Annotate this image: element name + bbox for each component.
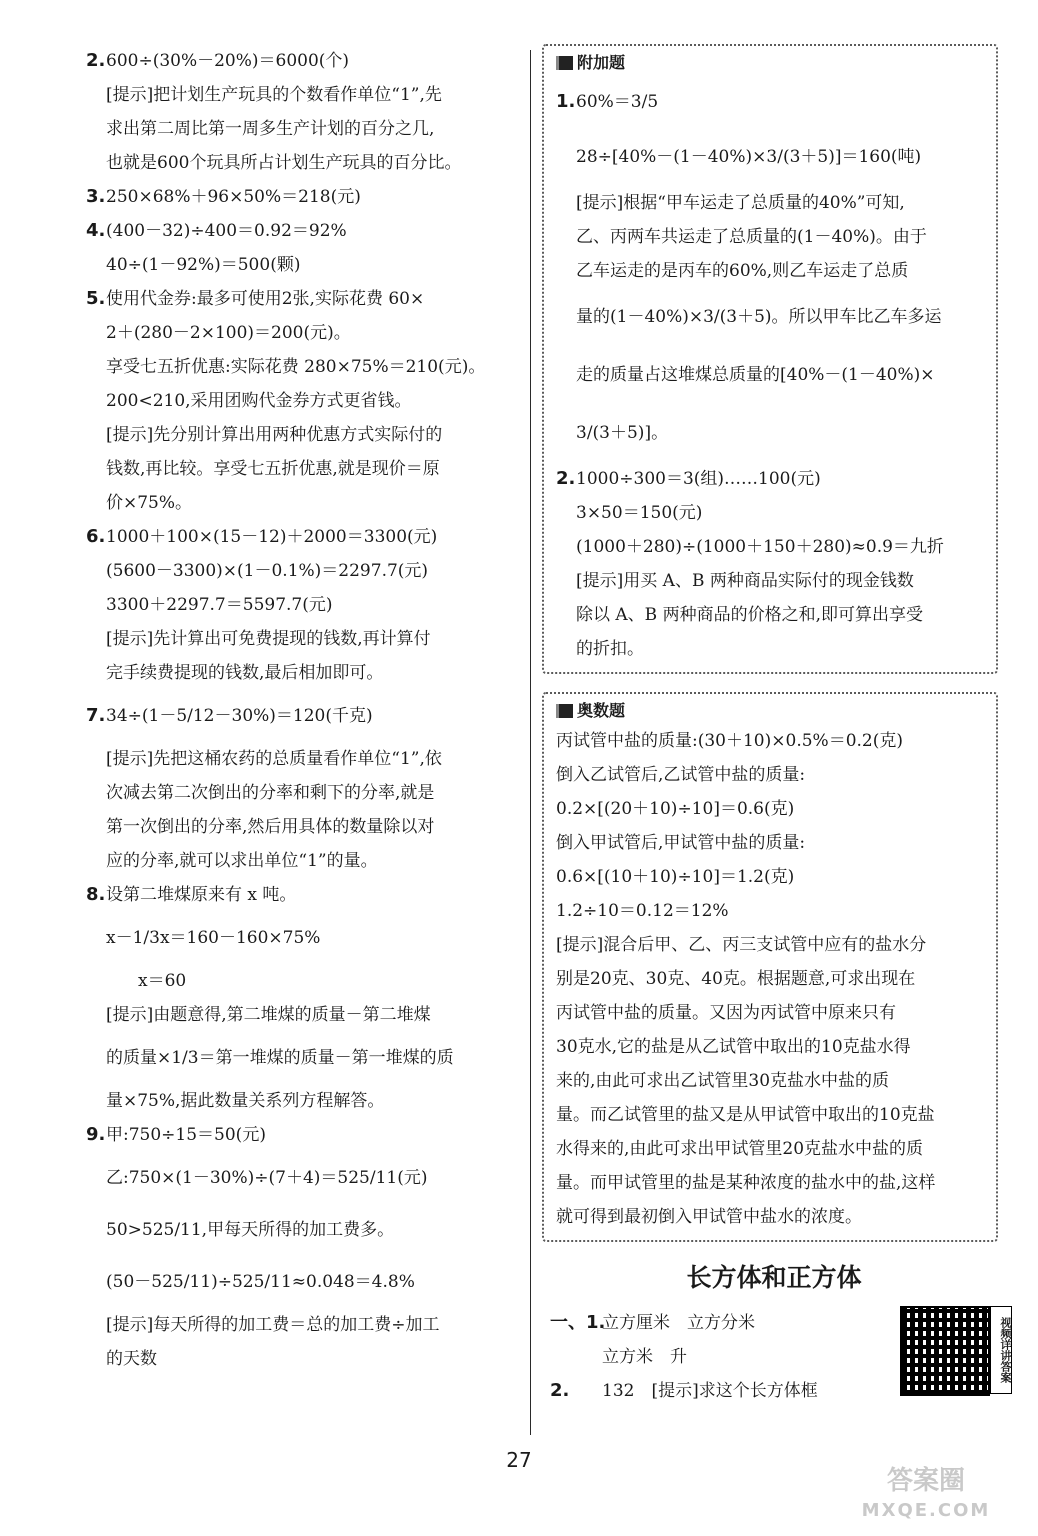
answer-line — [556, 996, 986, 1030]
answer-line — [86, 418, 522, 452]
answer-text: 34÷(1－5/12－30%)＝120(千克) — [106, 706, 373, 726]
answer-text: x－1/3x＝160－160×75% — [106, 928, 321, 948]
answer-text: [提示]每天所得的加工费＝总的加工费÷加工 — [106, 1315, 440, 1335]
answer-text: 除以 A、B 两种商品的价格之和,即可算出享受 — [576, 605, 923, 625]
answer-text: 钱数,再比较。享受七五折优惠,就是现价＝原 — [106, 459, 440, 479]
answer-line — [556, 346, 986, 404]
answer-text: (400－32)÷400＝0.92＝92% — [106, 221, 347, 241]
answer-text: 立方米 升 — [602, 1347, 687, 1367]
answer-text: 就可得到最初倒入甲试管中盐水的浓度。 — [556, 1207, 862, 1227]
answer-line — [86, 180, 522, 214]
answer-text: 甲:750÷15＝50(元) — [106, 1125, 266, 1145]
answer-line — [556, 288, 986, 346]
question-number: 5. — [86, 288, 106, 309]
answer-text: (50－525/11)÷525/11≈0.048＝4.8% — [106, 1272, 415, 1292]
answer-text: [提示]根据“甲车运走了总质量的40%”可知, — [576, 193, 905, 213]
answer-text: 完手续费提现的钱数,最后相加即可。 — [106, 663, 384, 683]
bonus-title-text: 附加题 — [577, 53, 626, 72]
answer-line — [556, 1200, 986, 1234]
answer-line — [86, 384, 522, 418]
answer-line — [556, 860, 986, 894]
answer-line — [86, 844, 522, 878]
answer-line — [556, 254, 986, 288]
answer-line — [86, 656, 522, 690]
answer-text: [提示]先计算出可免费提现的钱数,再计算付 — [106, 629, 431, 649]
question-number: 3. — [86, 186, 106, 207]
answer-line — [86, 554, 522, 588]
olympiad-title-text: 奥数题 — [577, 701, 626, 720]
flag-icon — [556, 56, 573, 70]
watermark-logo — [836, 1466, 1016, 1528]
column-divider — [530, 50, 531, 1435]
answer-line — [556, 758, 986, 792]
question-number: 9. — [86, 1124, 106, 1145]
answer-text: 1000＋100×(15－12)＋2000＝3300(元) — [106, 527, 438, 547]
answer-line — [86, 622, 522, 656]
answer-line — [556, 1166, 986, 1200]
answer-text: 丙试管中盐的质量:(30＋10)×0.5%＝0.2(克) — [556, 731, 903, 751]
answer-line — [556, 826, 986, 860]
answer-line — [86, 776, 522, 810]
answer-text: 的质量×1/3＝第一堆煤的质量－第一堆煤的质 — [106, 1048, 454, 1068]
answer-text: 量。而甲试管里的盐是某种浓度的盐水中的盐,这样 — [556, 1173, 936, 1193]
answer-line — [86, 1256, 522, 1308]
answer-line — [556, 186, 986, 220]
answer-text: 水得来的,由此可求出甲试管里20克盐水中盐的质 — [556, 1139, 924, 1159]
answer-text: 的天数 — [106, 1349, 157, 1369]
answer-text: 别是20克、30克、40克。根据题意,可求出现在 — [556, 969, 916, 989]
answer-text: 丙试管中盐的质量。又因为丙试管中原来只有 — [556, 1003, 896, 1023]
answer-text: 走的质量占这堆煤总质量的[40%－(1－40%)× — [576, 365, 935, 385]
answer-text: 0.2×[(20＋10)÷10]＝0.6(克) — [556, 799, 795, 819]
answer-text: 也就是600个玩具所占计划生产玩具的百分比。 — [106, 153, 462, 173]
answer-line — [556, 894, 986, 928]
answer-line — [86, 810, 522, 844]
answer-line — [86, 1204, 522, 1256]
question-number: 4. — [86, 220, 106, 241]
answer-text: 次减去第二次倒出的分率和剩下的分率,就是 — [106, 783, 435, 803]
answer-text: 立方厘米 立方分米 — [602, 1313, 755, 1333]
answer-text: 200<210,采用团购代金券方式更省钱。 — [106, 391, 412, 411]
answer-text: 来的,由此可求出乙试管里30克盐水中盐的质 — [556, 1071, 890, 1091]
answer-text: (5600－3300)×(1－0.1%)＝2297.7(元) — [106, 561, 429, 581]
answer-line — [556, 404, 986, 462]
answer-text: 第一次倒出的分率,然后用具体的数量除以对 — [106, 817, 435, 837]
answer-text: 250×68%＋96×50%＝218(元) — [106, 187, 361, 207]
answer-text: (1000＋280)÷(1000＋150＋280)≈0.9＝九折 — [576, 537, 944, 557]
answer-text: 应的分率,就可以求出单位“1”的量。 — [106, 851, 378, 871]
answer-line — [86, 78, 522, 112]
question-number: 6. — [86, 526, 106, 547]
answer-line — [556, 928, 986, 962]
qr-label: 视频详讲答案 — [990, 1306, 1012, 1394]
answer-line — [86, 1152, 522, 1204]
answer-line — [86, 1308, 522, 1342]
answer-text: 使用代金券:最多可使用2张,实际花费 60× — [106, 289, 425, 309]
answer-text: 倒入甲试管后,甲试管中盐的质量: — [556, 833, 806, 853]
answer-line — [556, 462, 986, 496]
watermark-line1: 答案圈 — [886, 1466, 965, 1496]
answer-line — [556, 128, 986, 186]
answer-line — [86, 112, 522, 146]
answer-line — [556, 1030, 986, 1064]
answer-text: 量×75%,据此数量关系列方程解答。 — [106, 1091, 385, 1111]
answer-text: [提示]先分别计算出用两种优惠方式实际付的 — [106, 425, 443, 445]
answer-text: x＝60 — [138, 971, 187, 991]
answer-line — [86, 44, 522, 78]
answer-text: 0.6×[(10＋10)÷10]＝1.2(克) — [556, 867, 795, 887]
watermark-line2: MXQE.COM — [861, 1500, 991, 1521]
olympiad-answers — [556, 724, 986, 1234]
answer-text: 倒入乙试管后,乙试管中盐的质量: — [556, 765, 806, 785]
answer-line — [86, 486, 522, 520]
answer-text: [提示]由题意得,第二堆煤的质量－第二堆煤 — [106, 1005, 431, 1025]
page-number: 27 — [506, 1448, 532, 1472]
flag-icon — [556, 704, 573, 718]
question-number: 7. — [86, 705, 106, 726]
answer-line — [556, 632, 986, 666]
answer-text: 1.2÷10＝0.12＝12% — [556, 901, 729, 921]
answer-line — [86, 588, 522, 622]
answer-text: 求出第二周比第一周多生产计划的百分之几, — [106, 119, 435, 139]
answer-line — [556, 76, 986, 128]
question-number: 2. — [556, 468, 576, 489]
answer-text: 量。而乙试管里的盐又是从甲试管中取出的10克盐 — [556, 1105, 935, 1125]
answer-line — [556, 1098, 986, 1132]
answer-line — [86, 350, 522, 384]
answer-text: 3/(3＋5)]。 — [576, 423, 669, 443]
answer-line — [86, 452, 522, 486]
answer-line — [86, 248, 522, 282]
answer-text: [提示]先把这桶农药的总质量看作单位“1”,依 — [106, 749, 442, 769]
answer-line — [556, 1132, 986, 1166]
answer-line — [86, 316, 522, 350]
answer-line — [86, 1118, 522, 1152]
answer-line — [86, 998, 522, 1032]
answer-text: [提示]用买 A、B 两种商品实际付的现金钱数 — [576, 571, 914, 591]
question-number: 一、1. — [550, 1312, 606, 1333]
answer-line — [556, 220, 986, 254]
answer-text: 乙、丙两车共运走了总质量的(1－40%)。由于 — [576, 227, 927, 247]
answer-line — [86, 690, 522, 742]
answer-text: 132 [提示]求这个长方体框 — [602, 1381, 818, 1401]
question-number: 2. — [550, 1380, 570, 1401]
qr-code-icon[interactable] — [900, 1306, 990, 1396]
answer-text: 乙:750×(1－30%)÷(7＋4)＝525/11(元) — [106, 1168, 428, 1188]
question-number: 1. — [556, 91, 576, 112]
olympiad-box-title — [556, 698, 986, 724]
answer-line — [556, 496, 986, 530]
left-column — [86, 44, 522, 1376]
bonus-questions-box — [542, 44, 998, 674]
answer-text: 1000÷300＝3(组)……100(元) — [576, 469, 821, 489]
answer-text: 的折扣。 — [576, 639, 644, 659]
answer-text: [提示]混合后甲、乙、丙三支试管中应有的盐水分 — [556, 935, 927, 955]
answer-text: 设第二堆煤原来有 x 吨。 — [106, 885, 297, 905]
answer-text: [提示]把计划生产玩具的个数看作单位“1”,先 — [106, 85, 442, 105]
bonus-answers — [556, 76, 986, 666]
answer-line — [86, 742, 522, 776]
answer-text: 40÷(1－92%)＝500(颗) — [106, 255, 301, 275]
answer-text: 价×75%。 — [106, 493, 193, 513]
answer-text: 享受七五折优惠:实际花费 280×75%＝210(元)。 — [106, 357, 486, 377]
answer-text: 量的(1－40%)×3/(3＋5)。所以甲车比乙车多运 — [576, 307, 942, 327]
bonus-box-title — [556, 50, 986, 76]
answer-line — [556, 962, 986, 996]
answer-text: 30克水,它的盐是从乙试管中取出的10克盐水得 — [556, 1037, 911, 1057]
olympiad-box — [542, 692, 998, 1242]
answer-text: 乙车运走的是丙车的60%,则乙车运走了总质 — [576, 261, 909, 281]
question-number: 8. — [86, 884, 106, 905]
section-title: 长方体和正方体 — [686, 1263, 862, 1292]
answer-text: 2＋(280－2×100)＝200(元)。 — [106, 323, 351, 343]
answer-line — [86, 912, 522, 964]
answer-line — [86, 214, 522, 248]
answer-text: 50>525/11,甲每天所得的加工费多。 — [106, 1220, 395, 1240]
answer-line — [86, 964, 522, 998]
answer-line — [556, 564, 986, 598]
answer-text: 28÷[40%－(1－40%)×3/(3＋5)]＝160(吨) — [576, 147, 922, 167]
answer-line — [86, 520, 522, 554]
answer-text: 3300＋2297.7＝5597.7(元) — [106, 595, 333, 615]
answer-line — [556, 792, 986, 826]
question-number: 2. — [86, 50, 106, 71]
answer-line — [556, 598, 986, 632]
answer-line — [86, 1342, 522, 1376]
answer-line — [86, 282, 522, 316]
answer-line — [86, 146, 522, 180]
answer-text: 600÷(30%－20%)＝6000(个) — [106, 51, 350, 71]
answer-line — [556, 724, 986, 758]
answer-line — [556, 530, 986, 564]
answer-line — [86, 878, 522, 912]
answer-line — [86, 1032, 522, 1084]
answer-line — [86, 1084, 522, 1118]
answer-text: 3×50＝150(元) — [576, 503, 703, 523]
answer-text: 60%＝3/5 — [576, 92, 659, 112]
right-column — [550, 44, 1012, 1408]
answer-line — [556, 1064, 986, 1098]
section-body — [550, 1306, 1012, 1408]
